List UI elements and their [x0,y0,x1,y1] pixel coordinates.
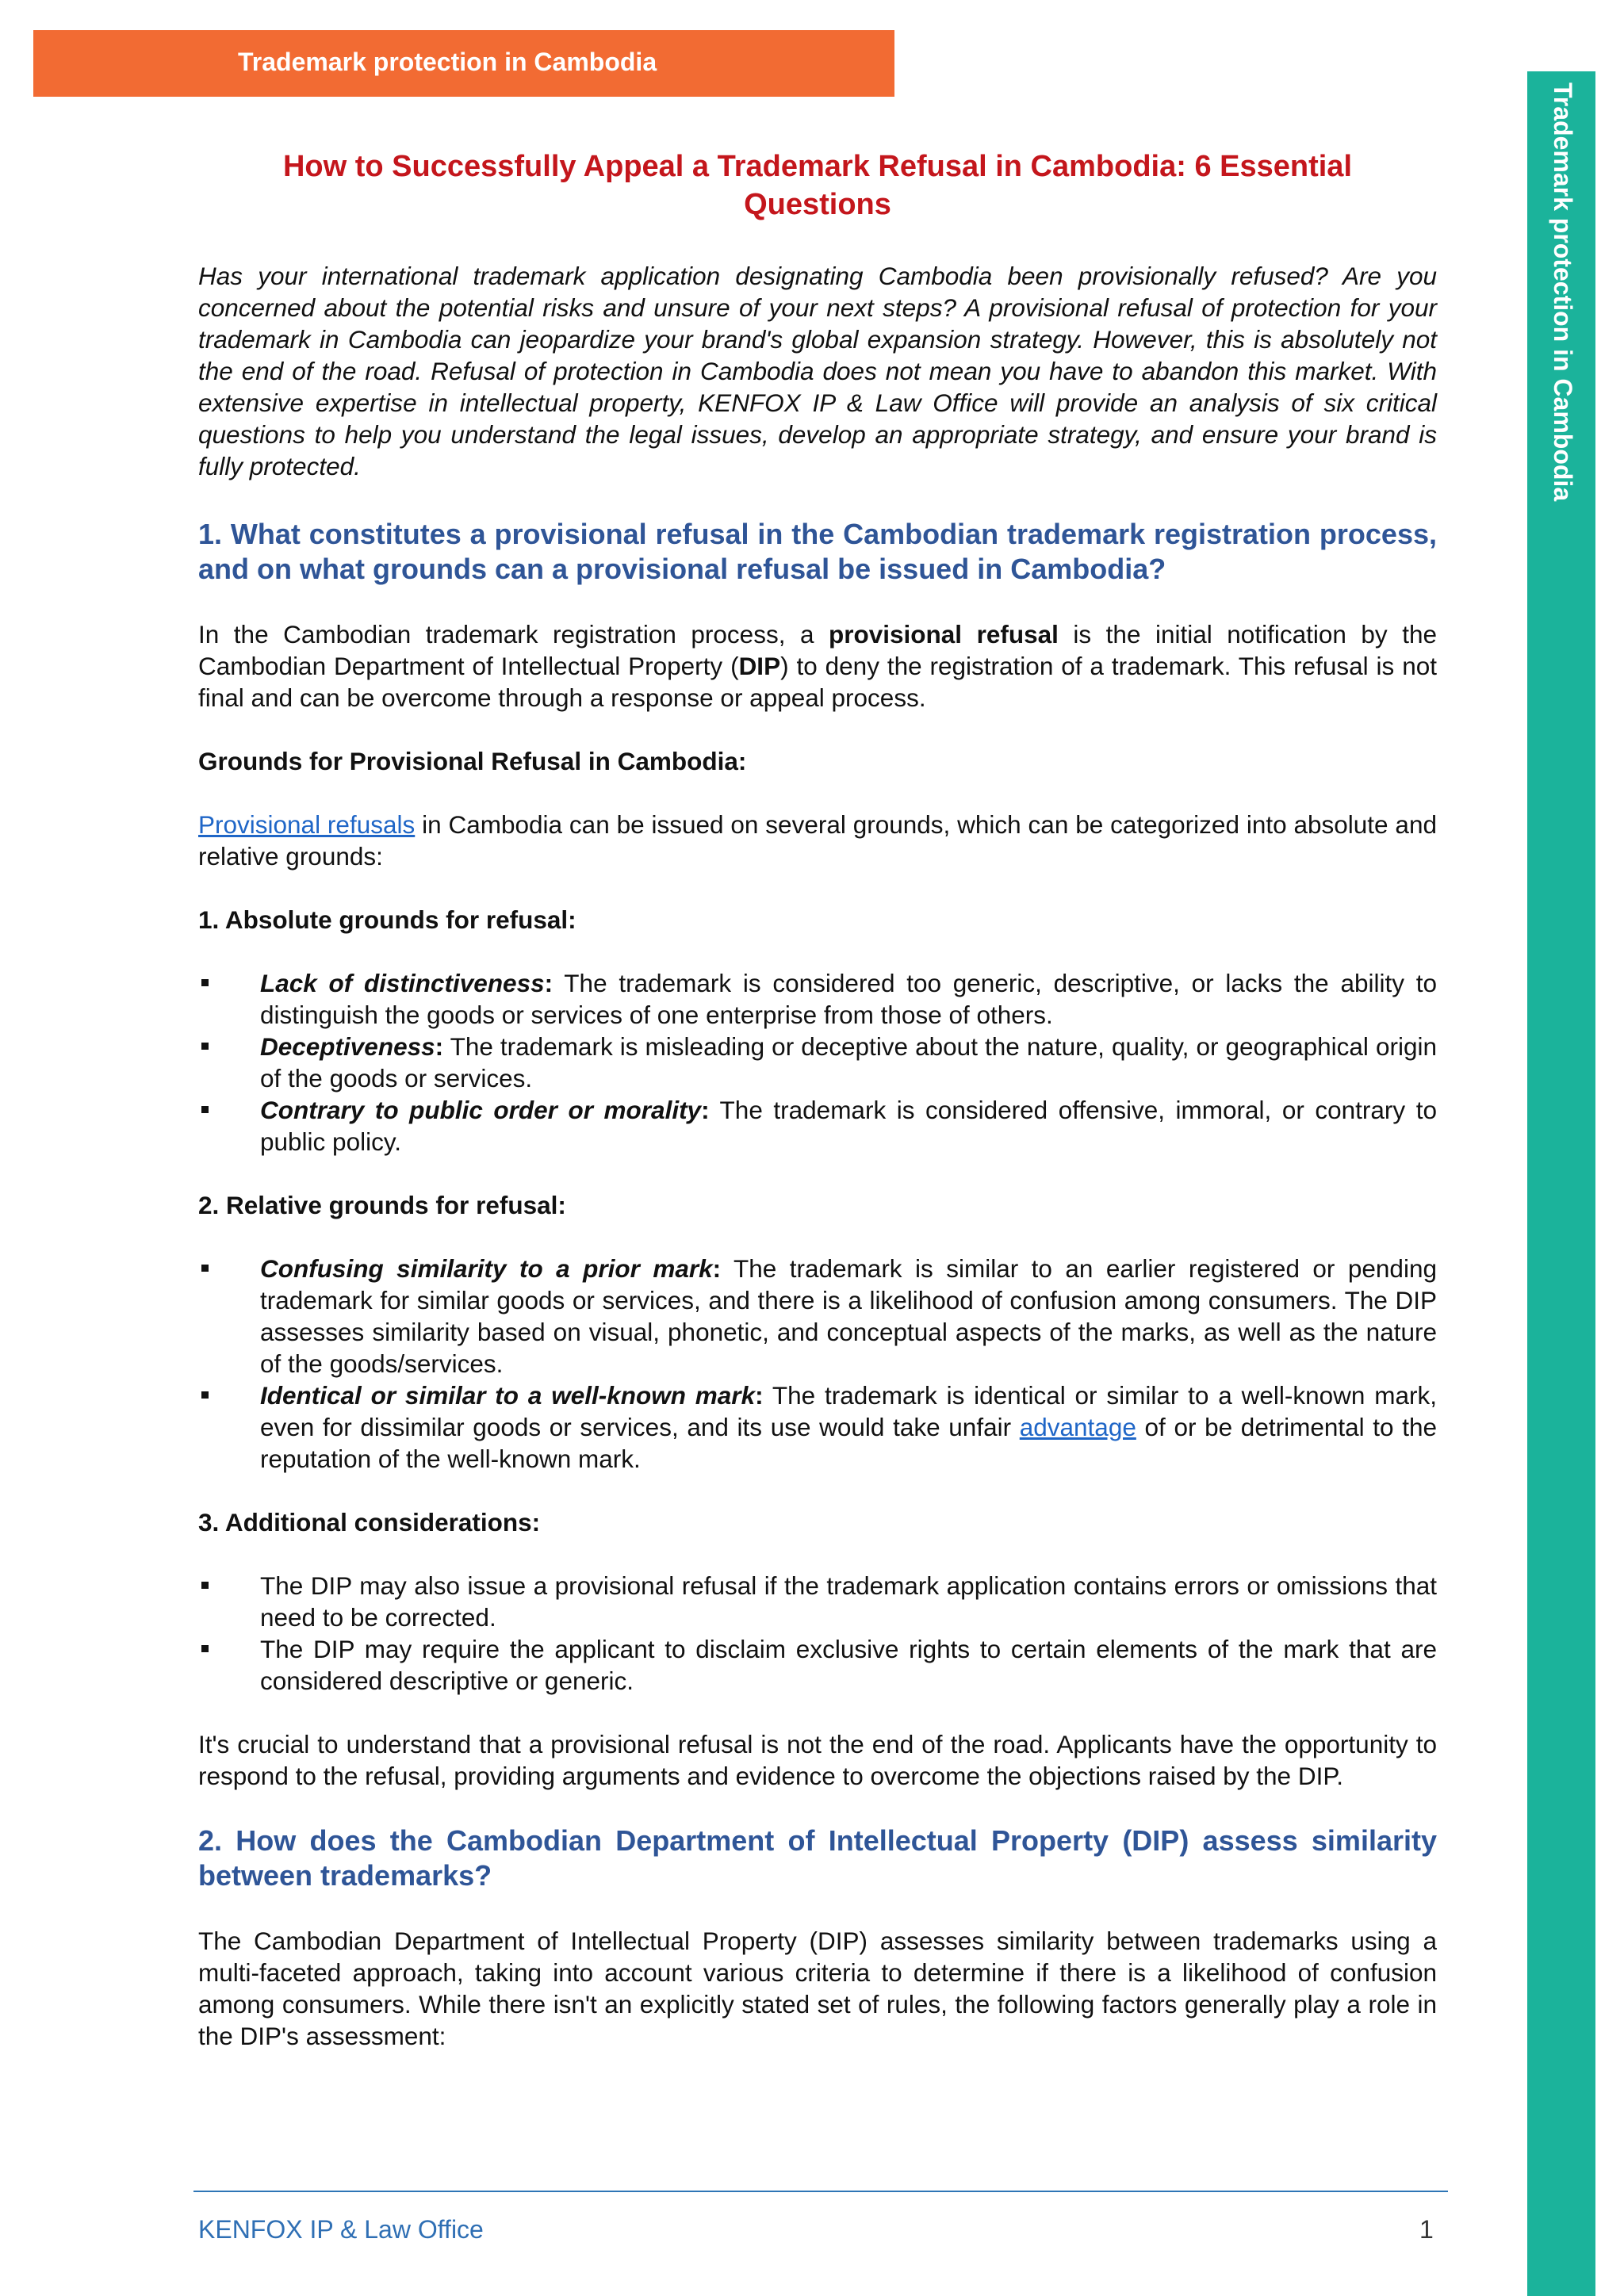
list-item-term: Contrary to public order or morality [260,1096,702,1124]
list-item-term: Identical or similar to a well-known mark [260,1381,756,1410]
section-2-paragraph: The Cambodian Department of Intellectual Property (DIP) assesses similarity between trademarks using a multi-faceted approach, taking into account various criteria to determine if there is a likelihood of confusion among consumers. While there isn't an explicitly stated set of rules, the following factors generally play a role in the DIP's assessment: [198,1927,1437,2050]
absolute-grounds-list [198,967,1437,1158]
side-bar [1527,71,1595,2296]
list-item: Lack of distinctiveness: The trademark is considered too generic, descriptive, or lacks the ability to distinguish the goods or services of one enterprise from those of others. [198,967,1437,1031]
article-body [198,147,1437,2052]
text-span: is the initial notification by the Cambodian Department of Intellectual Property ( [198,620,1437,680]
section-1-paragraph [198,618,1437,714]
text-span: in Cambodia can be issued on several grounds, which can be categorized into absolute and relative grounds: [198,810,1437,871]
section-2-heading: 2. How does the Cambodian Department of Intellectual Property (DIP) assess similarity between trademarks? [198,1824,1437,1892]
banner-text: Trademark protection in Cambodia [238,48,657,76]
provisional-refusal-term: provisional refusal [829,620,1059,649]
list-item: Contrary to public order or morality: The trademark is considered offensive, immoral, or contrary to public policy. [198,1094,1437,1158]
provisional-refusals-link[interactable]: Provisional refusals [198,810,416,839]
relative-grounds-list [198,1253,1437,1475]
list-item-term: Confusing similarity to a prior mark [260,1254,713,1283]
list-item: Deceptiveness: The trademark is misleading or deceptive about the nature, quality, or geographical origin of the goods or services. [198,1031,1437,1094]
list-item: Identical or similar to a well-known mark: The trademark is identical or similar to a well-known mark, even for dissimilar goods or services, and its use would take unfair advantage of or be detrimental to the reputation of the well-known mark. [198,1380,1437,1475]
top-banner [33,30,894,97]
list-item-text: The trademark is considered offensive, immoral, or contrary to public policy. [260,1096,1437,1156]
list-item: The DIP may require the applicant to disclaim exclusive rights to certain elements of the mark that are considered descriptive or generic. [198,1633,1437,1697]
list-item-text: The trademark is similar to an earlier registered or pending trademark for similar goods or services, and there is a likelihood of confusion among consumers. The DIP assesses similarity based on visual, phonetic, and conceptual aspects of the marks, as well as the nature of the goods/services. [260,1254,1437,1378]
relative-grounds-heading: 2. Relative grounds for refusal: [198,1191,566,1219]
additional-considerations-list [198,1570,1437,1697]
sidebar-text: Trademark protection in Cambodia [1549,82,1577,502]
grounds-heading: Grounds for Provisional Refusal in Cambodia: [198,747,747,775]
advantage-link[interactable]: advantage [1019,1413,1136,1441]
section-1-heading: 1. What constitutes a provisional refusal in the Cambodian trademark registration process, and on what grounds can a provisional refusal be issued in Cambodia? [198,518,1437,585]
intro-paragraph: Has your international trademark application designating Cambodia been provisionally refused? Are you concerned about the potential risks and unsure of your next steps? A provisional refusal of protection for your trademark in Cambodia can jeopardize your brand's global expansion strategy. However, this is absolutely not the end of the road. Refusal of protection in Cambodia does not mean you have to abandon this market. With extensive expertise in intellectual property, KENFOX IP & Law Office will provide an analysis of six critical questions to help you understand the legal issues, develop an appropriate strategy, and ensure your brand is fully protected. [198,262,1437,480]
text-span: In the Cambodian trademark registration process, a [198,620,829,649]
list-item-text: The trademark is misleading or deceptive about the nature, quality, or geographical origin of the goods or services. [260,1032,1437,1093]
article-title: How to Successfully Appeal a Trademark Refusal in Cambodia: 6 Essential Questions [282,150,1353,221]
footer-divider [193,2191,1448,2192]
page-number: 1 [1419,2215,1434,2244]
list-item: Confusing similarity to a prior mark: The trademark is similar to an earlier registered or pending trademark for similar goods or services, and there is a likelihood of confusion among consumers. The DIP assesses similarity based on visual, phonetic, and conceptual aspects of the marks, as well as the nature of the goods/services. [198,1253,1437,1380]
additional-considerations-heading: 3. Additional considerations: [198,1508,541,1536]
list-item: The DIP may also issue a provisional refusal if the trademark application contains errors or omissions that need to be corrected. [198,1570,1437,1633]
footer-firm-name: KENFOX IP & Law Office [198,2215,484,2244]
absolute-grounds-heading: 1. Absolute grounds for refusal: [198,905,576,934]
list-item-term: Deceptiveness [260,1032,435,1061]
text-span: ) to deny the registration of a trademark. This refusal is not final and can be overcome through a response or appeal process. [198,652,1437,712]
list-item-text: The trademark is identical or similar to a well-known mark, even for dissimilar goods or services, and its use would take unfair [260,1381,1437,1441]
dip-term: DIP [738,652,781,680]
section-1-closing: It's crucial to understand that a provisional refusal is not the end of the road. Applicants have the opportunity to respond to the refusal, providing arguments and evidence to overcome the objections raised by the DIP. [198,1730,1437,1790]
list-item-text: The trademark is considered too generic, descriptive, or lacks the ability to distinguish the goods or services of one enterprise from those of others. [260,969,1437,1029]
list-item-text: of or be detrimental to the reputation of the well-known mark. [260,1413,1437,1473]
grounds-paragraph [198,809,1437,872]
list-item-term: Lack of distinctiveness [260,969,545,997]
